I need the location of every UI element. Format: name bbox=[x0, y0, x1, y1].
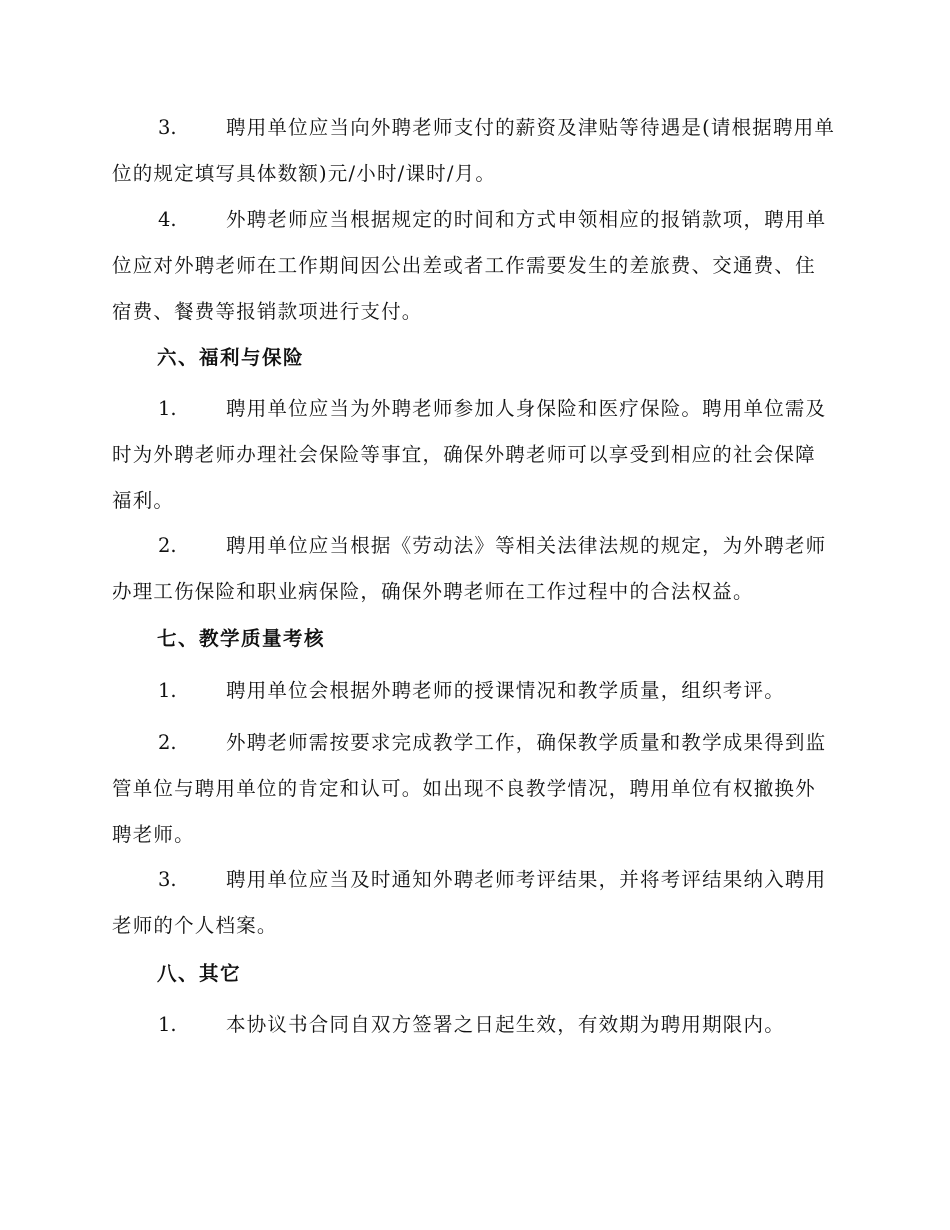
clause-number: 1. bbox=[158, 1013, 177, 1036]
clause-text: 聘用单位应当及时通知外聘老师考评结果，并将考评结果纳入聘用老师的个人档案。 bbox=[112, 868, 827, 937]
clause-text: 本协议书合同自双方签署之日起生效，有效期为聘用期限内。 bbox=[226, 1013, 785, 1036]
clause-number: 3. bbox=[158, 116, 177, 139]
clause-text: 聘用单位会根据外聘老师的授课情况和教学质量，组织考评。 bbox=[226, 679, 785, 702]
clause-number: 4. bbox=[158, 208, 177, 231]
clause-text: 聘用单位应当向外聘老师支付的薪资及津贴等待遇是(请根据聘用单位的规定填写具体数额)元/小时/课时/月。 bbox=[112, 116, 836, 185]
clause-5-4 bbox=[112, 197, 836, 335]
clause-number: 1. bbox=[158, 679, 177, 702]
clause-text: 聘用单位应当根据《劳动法》等相关法律法规的规定，为外聘老师办理工伤保险和职业病保险，确保外聘老师在工作过程中的合法权益。 bbox=[112, 534, 827, 603]
section-heading-8: 八、其它 bbox=[157, 962, 242, 985]
clause-6-2 bbox=[112, 523, 836, 615]
clause-text: 外聘老师应当根据规定的时间和方式申领相应的报销款项，聘用单位应对外聘老师在工作期间因公出差或者工作需要发生的差旅费、交通费、住宿费、餐费等报销款项进行支付。 bbox=[112, 208, 827, 323]
clause-5-3 bbox=[112, 105, 836, 197]
clause-7-3 bbox=[112, 857, 836, 949]
clause-number: 2. bbox=[158, 534, 177, 557]
clause-number: 3. bbox=[158, 868, 177, 891]
section-heading-6: 六、福利与保险 bbox=[157, 346, 305, 369]
clause-text: 聘用单位应当为外聘老师参加人身保险和医疗保险。聘用单位需及时为外聘老师办理社会保险等事宜，确保外聘老师可以享受到相应的社会保障福利。 bbox=[112, 397, 827, 512]
clause-7-1 bbox=[112, 668, 836, 714]
clause-text: 外聘老师需按要求完成教学工作，确保教学质量和教学成果得到监管单位与聘用单位的肯定和认可。如出现不良教学情况，聘用单位有权撤换外聘老师。 bbox=[112, 731, 827, 846]
clause-number: 1. bbox=[158, 397, 177, 420]
clause-6-1 bbox=[112, 386, 836, 524]
section-heading-7: 七、教学质量考核 bbox=[157, 627, 326, 650]
clause-7-2 bbox=[112, 720, 836, 858]
clause-8-1 bbox=[112, 1002, 836, 1048]
clause-number: 2. bbox=[158, 731, 177, 754]
